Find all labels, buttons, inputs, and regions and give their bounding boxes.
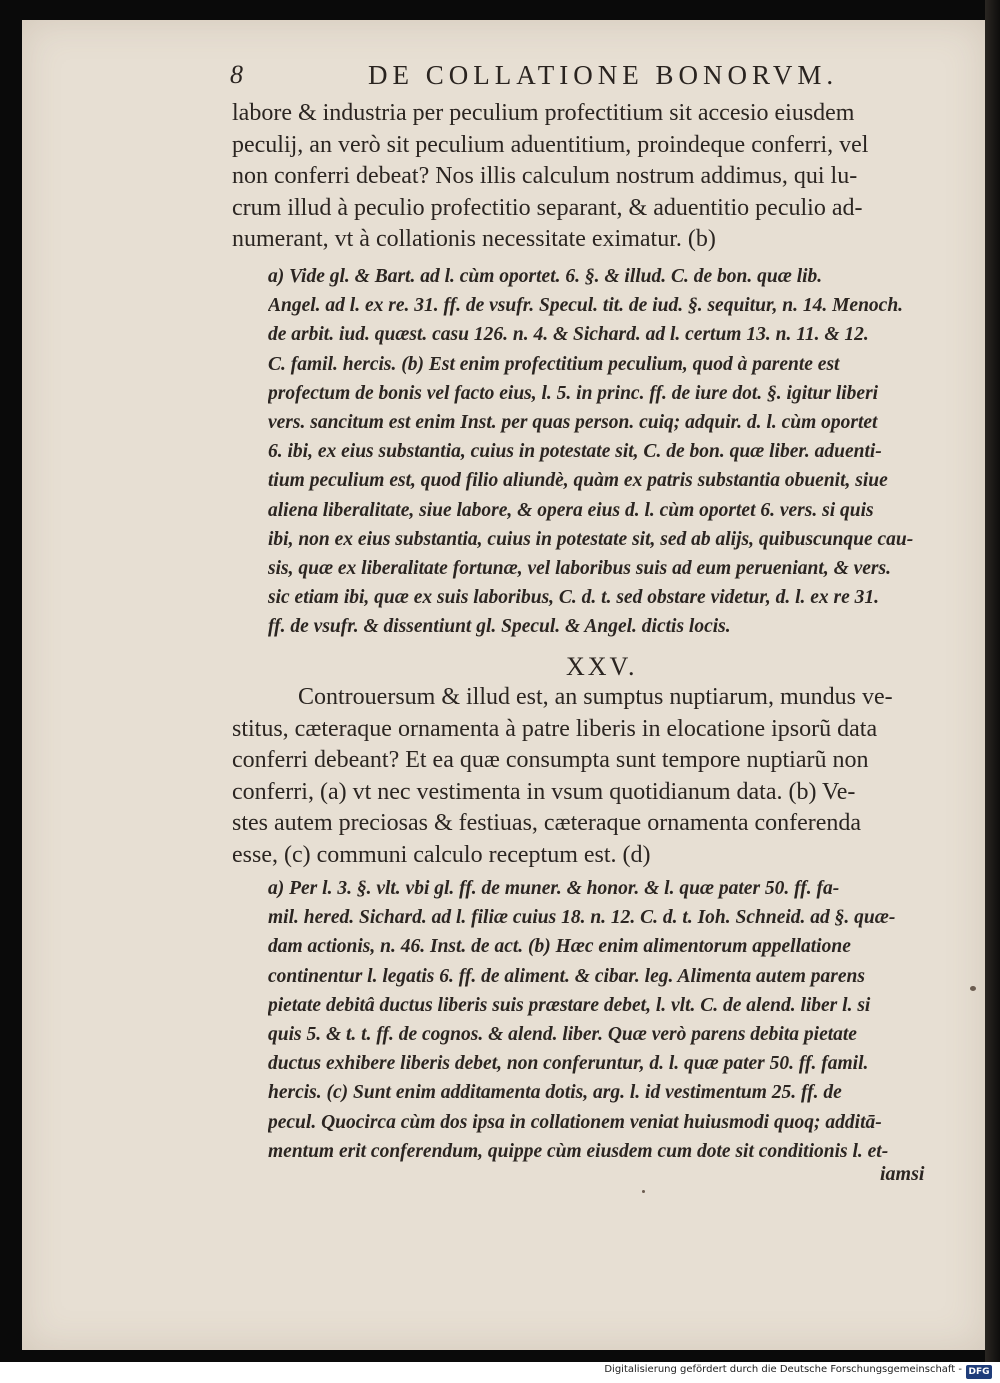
note-line: quis 5. & t. t. ff. de cognos. & alend. liber. Quæ verò parens debita pietate [268, 1024, 857, 1046]
paragraph-2 [232, 682, 967, 872]
section-number: XXV. [566, 652, 638, 681]
text-line: conferri debeant? Et ea quæ consumpta sunt tempore nuptiarũ non [232, 747, 869, 774]
text-line: labore & industria per peculium profectitium sit accesio eiusdem [232, 100, 855, 126]
note-line: a) Per l. 3. §. vlt. vbi gl. ff. de muner. & honor. & l. quæ pater 50. ff. fa- [268, 878, 840, 899]
dfg-logo-icon: DFG [966, 1365, 992, 1379]
note-line: hercis. (c) Sunt enim additamenta dotis, arg. l. id vestimentum 25. ff. de [268, 1082, 842, 1104]
catchword: iamsi [880, 1163, 925, 1185]
text-line: numerant, vt à collationis necessitate eximatur. (b) [232, 226, 716, 253]
paragraph-1 [232, 98, 967, 256]
running-title: DE COLLATIONE BONORVM. [368, 60, 839, 90]
footnotes-1 [268, 262, 968, 642]
text-line: Controuersum & illud est, an sumptus nuptiarum, mundus ve- [298, 684, 893, 710]
note-line: Angel. ad l. ex re. 31. ff. de vsufr. Specul. tit. de iud. §. sequitur, n. 14. Menoch. [268, 295, 904, 317]
note-line: aliena liberalitate, siue labore, & opera eius d. l. cùm oportet 6. vers. si quis [268, 499, 874, 521]
note-line: ff. de vsufr. & dissentiunt gl. Specul. & Angel. dictis locis. [268, 616, 731, 638]
note-line: C. famil. hercis. (b) Est enim profectitium peculium, quod à parente est [268, 353, 840, 375]
footnotes-2 [268, 874, 968, 1166]
paper-speck [642, 1190, 645, 1193]
note-line: ibi, non ex eius substantia, cuius in potestate sit, sed ab alijs, quibuscunque cau- [268, 528, 914, 550]
text-line: non conferri debeat? Nos illis calculum nostrum addimus, qui lu- [232, 163, 858, 190]
note-line: sic etiam ibi, quæ ex suis laboribus, C. d. t. sed obstare videtur, d. l. ex re 31. [268, 587, 880, 609]
note-line: dam actionis, n. 46. Inst. de act. (b) Hæc enim alimentorum appellatione [268, 936, 851, 958]
note-line: mil. hered. Sichard. ad l. filiæ cuius 18. n. 12. C. d. t. Ioh. Schneid. ad §. quæ- [268, 907, 896, 929]
note-line: mentum erit conferendum, quippe cùm eiusdem cum dote sit conditionis l. et- [268, 1140, 889, 1162]
digitization-credit: Digitalisierung gefördert durch die Deutsche Forschungsgemeinschaft - [604, 1364, 962, 1375]
text-line: stes autem preciosas & festiuas, cæteraque ornamenta conferenda [232, 810, 862, 837]
page-header [230, 60, 850, 94]
page-number: 8 [230, 60, 243, 89]
note-line: sis, quæ ex liberalitate fortunæ, vel laboribus suis ad eum perueniant, & vers. [268, 558, 891, 580]
note-line: profectum de bonis vel facto eius, l. 5. in princ. ff. de iure dot. §. igitur liberi [268, 382, 879, 404]
text-line: conferri, (a) vt nec vestimenta in vsum quotidianum data. (b) Ve- [232, 778, 856, 805]
scan-edge [985, 0, 1000, 1362]
note-line: pietate debitâ ductus liberis suis præstare debet, l. vlt. C. de alend. liber l. si [268, 994, 871, 1016]
note-line: ductus exhibere liberis debet, non conferuntur, d. l. quæ pater 50. ff. famil. [268, 1053, 869, 1075]
note-line: continentur l. legatis 6. ff. de aliment. & cibar. leg. Alimenta autem parens [268, 965, 865, 987]
text-line: crum illud à peculio profectitio separant, & aduentitio peculio ad- [232, 194, 863, 221]
paper-speck [970, 986, 976, 991]
note-line: tium peculium est, quod filio aliundè, quàm ex patris substantia obuenit, siue [268, 470, 888, 492]
text-line: stitus, cæteraque ornamenta à patre liberis in elocatione ipsorũ data [232, 715, 878, 742]
text-line: peculij, an verò sit peculium aduentitium, proindeque conferri, vel [232, 131, 869, 158]
note-line: pecul. Quocirca cùm dos ipsa in collationem veniat huiusmodi quoq; additā- [268, 1111, 882, 1133]
text-line: esse, (c) communi calculo receptum est. (d) [232, 841, 651, 868]
note-line: a) Vide gl. & Bart. ad l. cùm oportet. 6. §. & illud. C. de bon. quæ lib. [268, 266, 823, 287]
note-line: vers. sancitum est enim Inst. per quas person. cuiq; adquir. d. l. cùm oportet [268, 412, 878, 434]
note-line: 6. ibi, ex eius substantia, cuius in potestate sit, C. de bon. quæ liber. aduenti- [268, 441, 882, 463]
note-line: de arbit. iud. quæst. casu 126. n. 4. & Sichard. ad l. certum 13. n. 11. & 12. [268, 324, 869, 346]
